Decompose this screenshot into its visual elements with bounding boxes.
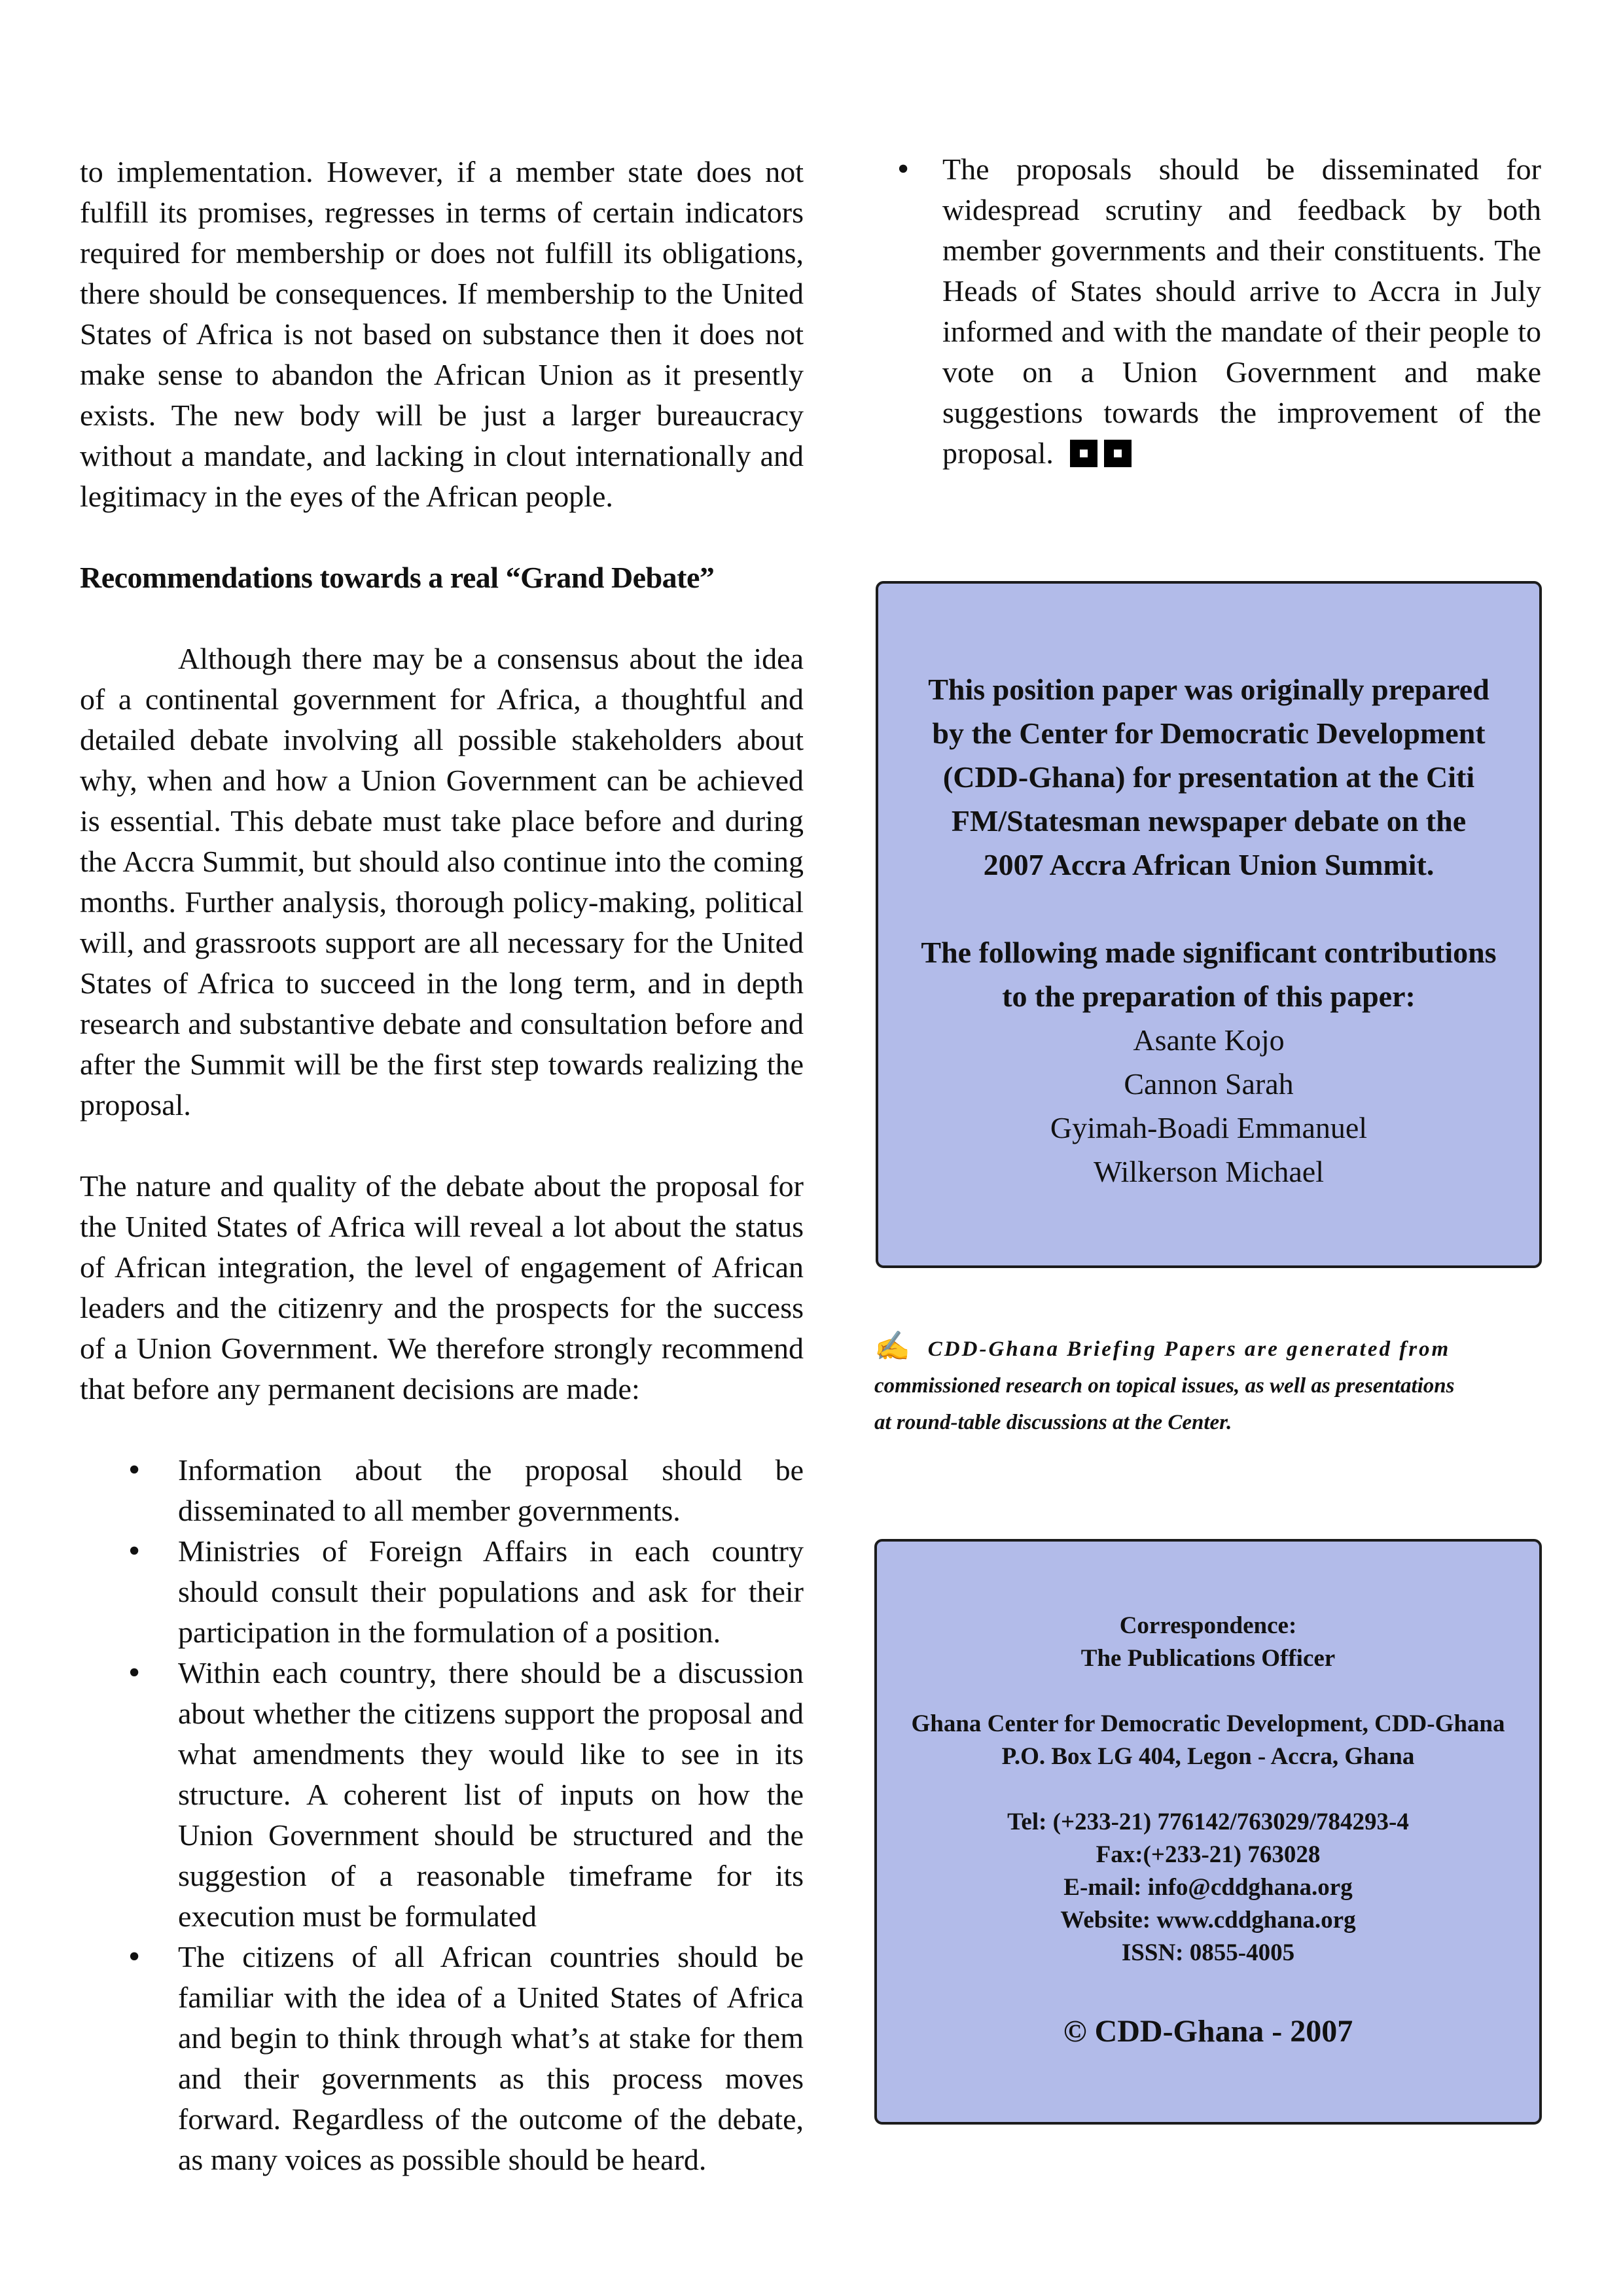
copyright-notice: © CDD-Ghana - 2007 <box>1063 2014 1353 2049</box>
end-of-article-icon <box>1070 437 1138 478</box>
contributor-name: Wilkerson Michael <box>1094 1155 1324 1188</box>
left-column <box>80 152 804 2180</box>
briefing-note-line: at round-table discussions at the Center. <box>874 1411 1232 1434</box>
recommendations-paragraph: Although there may be a consensus about the idea of a continental government for Africa, a thoughtful and detailed debate involving all possible stakeholders about why, when and how a Union Government can be achieved is essential. This debate must take place before and during the Accra Summit, but should also continue into the coming months. Further analysis, thorough policy-making, political will, and grassroots support are all necessary for the United States of Africa to succeed in the long term, and in depth research and substantive debate and consultation before and after the Summit will be the first step towards realizing the proposal. <box>80 642 804 1122</box>
telephone: Tel: (+233-21) 776142/763029/784293-4 <box>1007 1809 1409 1835</box>
list-item <box>893 149 1541 478</box>
position-paper-info-box <box>876 581 1542 1268</box>
list-item: • Information about the proposal should be disseminated to all member governments. <box>80 1450 804 1531</box>
briefing-note <box>874 1328 1545 1441</box>
intro-line: by the Center for Democratic Development <box>932 716 1486 750</box>
briefing-note-line: commissioned research on topical issues, as well as presentations <box>874 1374 1455 1398</box>
pen-writing-icon: ✍ <box>874 1330 912 1362</box>
contributor-name: Gyimah-Boadi Emmanuel <box>1050 1111 1368 1144</box>
right-column <box>893 149 1541 478</box>
intro-line: This position paper was originally prepared <box>928 673 1489 706</box>
correspondence-box <box>874 1539 1542 2125</box>
publications-officer: The Publications Officer <box>1080 1645 1336 1672</box>
intro-line: FM/Statesman newspaper debate on the <box>951 804 1467 838</box>
section-heading: Recommendations towards a real “Grand Debate” <box>80 561 715 594</box>
end-mark-square-icon <box>1104 440 1132 467</box>
list-item: • The citizens of all African countries should be familiar with the idea of a United States of Africa and begin to think through what’s at stake for them and their governments as this process moves forward. Regardless of the outcome of the debate, as many voices as possible should be heard. <box>80 1937 804 2180</box>
intro-line: 2007 Accra African Union Summit. <box>983 848 1435 881</box>
email: E-mail: info@cddghana.org <box>1063 1874 1353 1901</box>
contributors-heading: to the preparation of this paper: <box>1002 980 1416 1013</box>
issn: ISSN: 0855-4005 <box>1121 1939 1295 1966</box>
dissemination-bullet-text: The proposals should be disseminated for widespread scrutiny and feedback by both member governments and their constituents. The Heads of States should arrive to Accra in July informed and with the mandate of their people to vote on a Union Government and make suggestions towards the improvement of the proposal. <box>942 152 1541 470</box>
recommendation-list <box>80 1450 804 2180</box>
website: Website: www.cddghana.org <box>1060 1907 1356 1934</box>
postal-address: P.O. Box LG 404, Legon - Accra, Ghana <box>1001 1743 1415 1770</box>
correspondence-label: Correspondence: <box>1119 1612 1297 1639</box>
contributor-name: Cannon Sarah <box>1124 1067 1294 1101</box>
organization-name: Ghana Center for Democratic Development, CDD-Ghana <box>911 1710 1505 1737</box>
list-item: • Ministries of Foreign Affairs in each country should consult their populations and ask for their participation in the formulation of a position. <box>80 1531 804 1653</box>
list-item: • Within each country, there should be a discussion about whether the citizens support the proposal and what amendments they would like to see in its structure. A coherent list of inputs on how the Union Government should be structured and the suggestion of a reasonable timeframe for its execution must be formulated <box>80 1653 804 1937</box>
contributor-name: Asante Kojo <box>1133 1023 1285 1057</box>
briefing-note-line: CDD-Ghana Briefing Papers are generated from <box>927 1337 1451 1361</box>
debate-paragraph: The nature and quality of the debate about the proposal for the United States of Africa will reveal a lot about the status of African integration, the level of engagement of African leaders and the citizenry and the prospects for the success of a Union Government. We therefore strongly recommend that before any permanent decisions are made: <box>80 1169 804 1405</box>
continuation-paragraph: to implementation. However, if a member state does not fulfill its promises, regresses in terms of certain indicators required for membership or does not fulfill its obligations, there should be consequences. If membership to the United States of Africa is not based on substance then it does not make sense to abandon the African Union as it presently exists. The new body will be just a larger bureaucracy without a mandate, and lacking in clout internationally and legitimacy in the eyes of the African people. <box>80 155 804 513</box>
end-mark-square-icon <box>1070 440 1097 467</box>
contributors-heading: The following made significant contributions <box>921 936 1497 969</box>
intro-line: (CDD-Ghana) for presentation at the Citi <box>942 760 1475 794</box>
fax: Fax:(+233-21) 763028 <box>1096 1841 1321 1868</box>
